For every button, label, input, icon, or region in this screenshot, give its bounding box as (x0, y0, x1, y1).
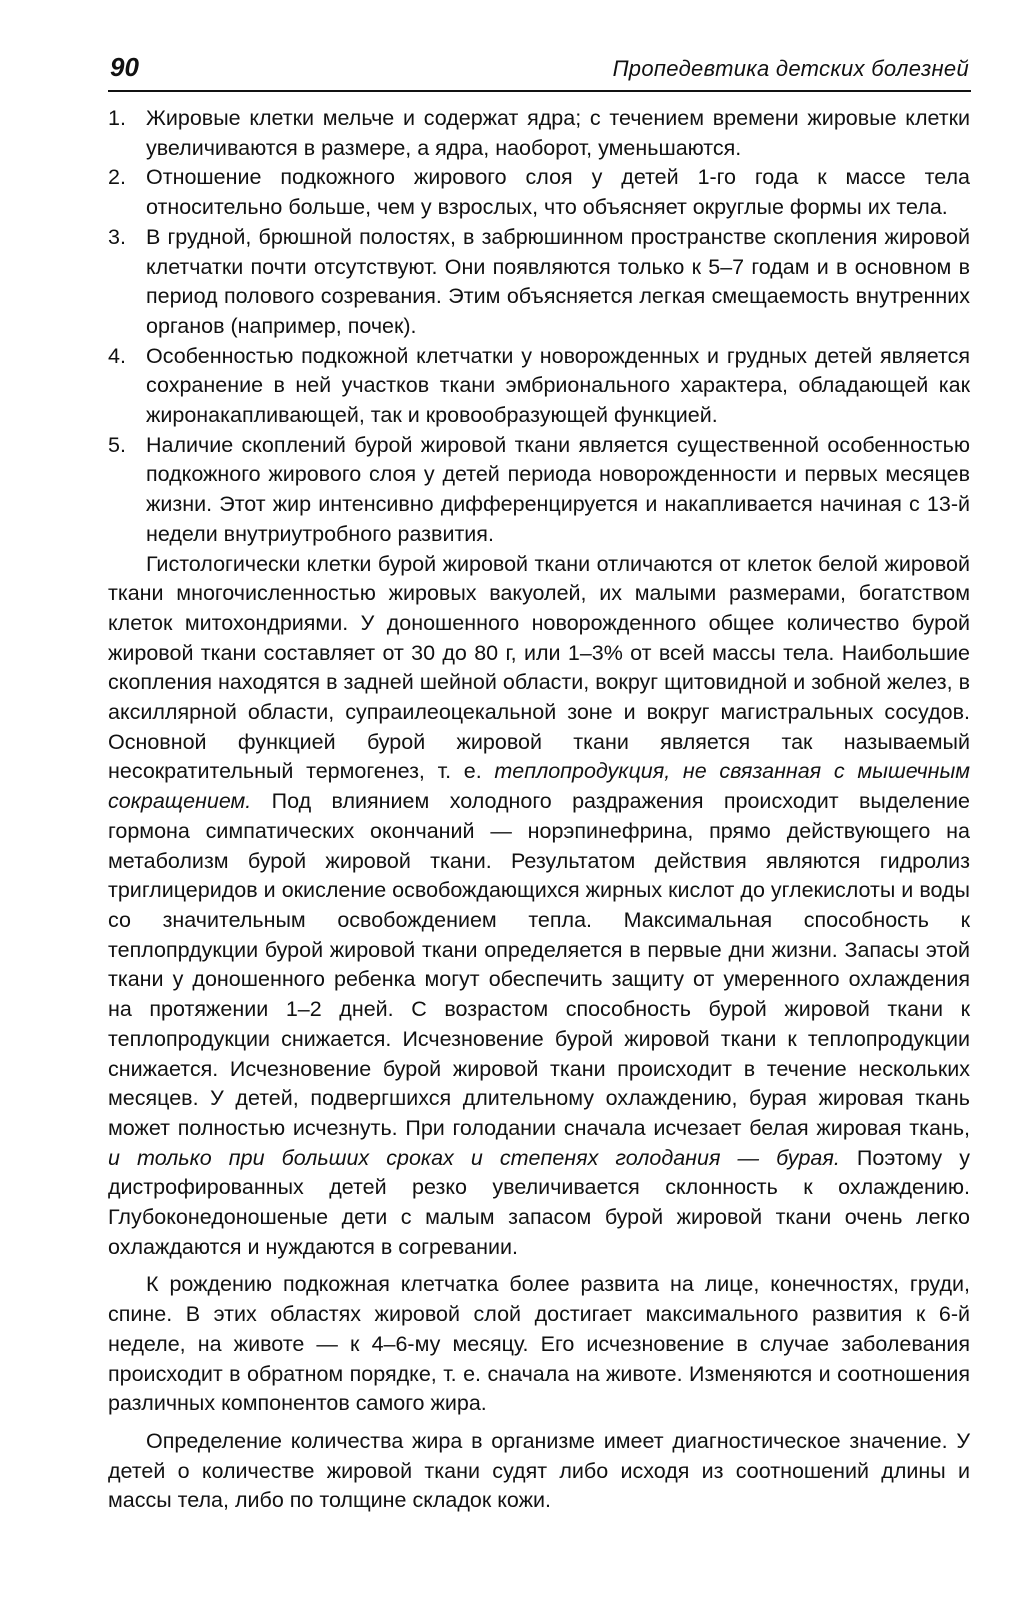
list-item-number: 5. (108, 432, 126, 457)
running-title: Пропедевтика детских болезней (612, 56, 969, 81)
paragraph-text: Гистологически клетки бурой жировой ткани отличаются от клеток белой жировой ткани многочисленностью жировых вакуолей, их малыми размерами, богатством клеток митохондриями. У доношенного новорожденного общее количество бурой жировой ткани составляет от 30 до 80 г, или 1–3% от всей массы тела. Наибольшие скопления находятся в задней шейной области, вокруг щитовидной и зобной желез, в аксиллярной области, супраилеоцекальной зоне и вокруг магистральных сосудов. Основной функцией бурой жировой ткани является так называемый несократительный термогенез, т. е. (108, 551, 970, 784)
list-item-number: 3. (108, 224, 126, 249)
italic-phrase: и только при больших сроках и степенях голодания — бурая. (108, 1145, 840, 1170)
paragraph-brown-fat-histology (108, 550, 970, 1263)
page-header (108, 52, 971, 92)
list-item (108, 431, 970, 550)
paragraph-subcutaneous-at-birth: К рождению подкожная клетчатка более развита на лице, конечностях, груди, спине. В этих областях жировой слой достигает максимального развития к 6-й неделе, на животе — к 4–6-му месяцу. Его исчезновение в случае заболевания происходит в обратном порядке, т. е. сначала на животе. Изменяются и соотношения различных компонентов самого жира. (108, 1272, 970, 1416)
list-item-number: 1. (108, 106, 126, 130)
page-body (108, 104, 970, 1516)
list-item (108, 163, 970, 222)
list-item-number: 2. (108, 165, 126, 190)
list-item-text: Отношение подкожного жирового слоя у детей 1-го года к массе тела относительно больше, чем у взрослых, что объясняет округлые формы их тела. (146, 165, 970, 220)
paragraph-text: Под влиянием холодного раздражения происходит выделение гормона симпатических окончаний — норэпинефрина, прямо действующего на метаболизм бурой жировой ткани. Результатом действия являются гидролиз триглицеридов и окисление освобождающихся жирных кислот до углекислоты и воды со значительным освобождением тепла. Максимальная способность к теплопрдукции бурой жировой ткани определяется в первые дни жизни. Запасы этой ткани у доношенного ребенка могут обеспечить защиту от умеренного охлаждения на протяжении 1–2 дней. С возрастом способность бурой жировой ткани к теплопродукции снижается. Исчезновение бурой жировой ткани к теплопродукции снижается. Исчезновение бурой жировой ткани происходит в течение нескольких месяцев. У детей, подвергшихся длительному охлаждению, бурая жировая ткань может полностью исчезнуть. При голодании сначала исчезает белая жировая ткань, (108, 789, 970, 1140)
paragraph-text: Поэтому у дистрофированных детей резко увеличивается склонность к охлаждению. Глубоконедоношеные дети с малым запасом бурой жировой ткани очень легко охлаждаются и нуждаются в согревании. (108, 1145, 970, 1259)
list-item (108, 342, 970, 431)
list-item-text: В грудной, брюшной полостях, в забрюшинном пространстве скопления жировой клетчатки почти отсутствуют. Они появляются только к 5–7 годам и в основном в период полового созревания. Этим объясняется легкая смещаемость внутренних органов (например, почек). (146, 224, 970, 338)
list-item-number: 4. (108, 343, 126, 368)
list-item-text: Наличие скоплений бурой жировой ткани является существенной особенностью подкожного жирового слоя у детей периода новорожденности и первых месяцев жизни. Этот жир интенсивно дифференцируется и накапливается начиная с 13-й недели внутриутробного развития. (146, 432, 970, 546)
paragraph-fat-determination: Определение количества жира в организме имеет диагностическое значение. У детей о количестве жировой ткани судят либо исходя из соотношений длины и массы тела, либо по толщине складок кожи. (108, 1428, 970, 1513)
list-item (108, 223, 970, 342)
list-item-text: Особенностью подкожной клетчатки у новорожденных и грудных детей является сохранение в ней участков ткани эмбрионального характера, обладающей как жиронакапливающей, так и кровообразующей функцией. (146, 343, 970, 428)
list-item-text: Жировые клетки мельче и содержат ядра; с течением времени жировые клетки увеличиваются в размере, а ядра, наоборот, уменьшаются. (146, 106, 970, 160)
italic-phrase: теплопродукция, не связанная с мышечным сокращением. (108, 759, 971, 814)
numbered-list (108, 104, 970, 550)
page-number: 90 (110, 52, 139, 82)
list-item (108, 104, 970, 163)
